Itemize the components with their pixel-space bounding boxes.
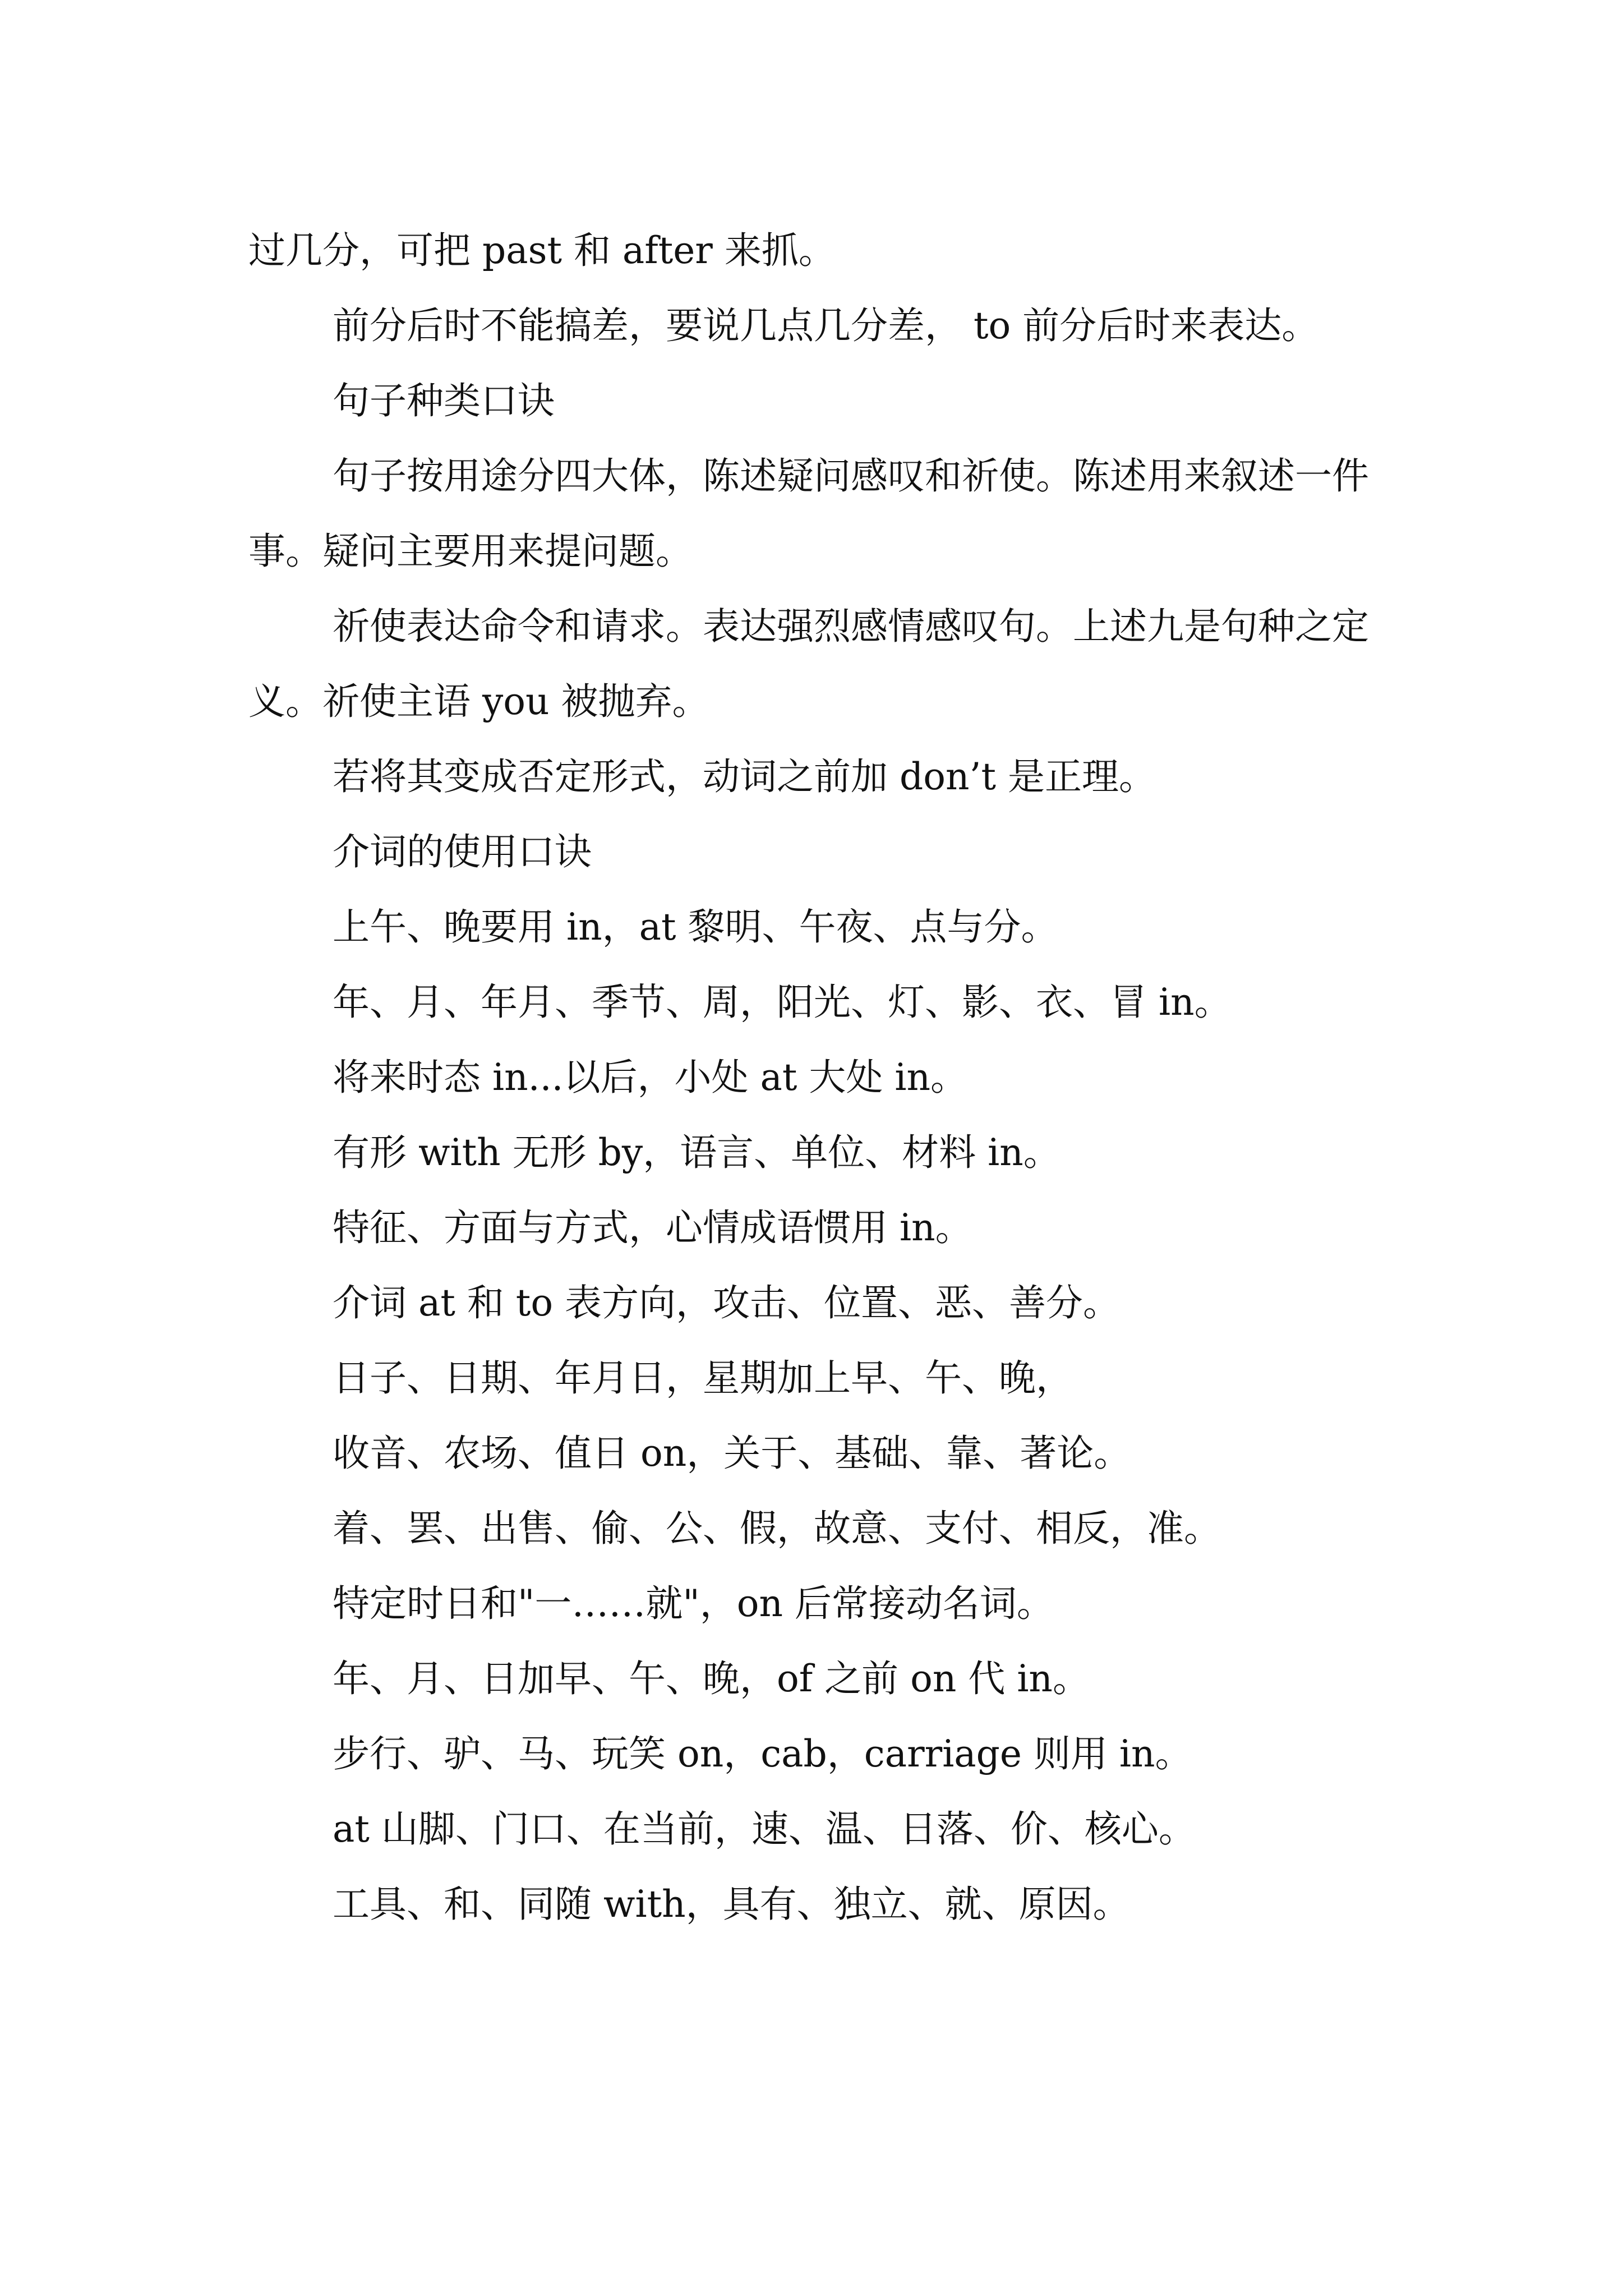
paragraph-17: 特定时日和"一……就"，on 后常接动名词。 [333, 1582, 1054, 1625]
paragraph-1: 过几分，可把 past 和 after 来抓。 [248, 229, 836, 272]
paragraph-13: 介词 at 和 to 表方向，攻击、位置、恶、善分。 [333, 1281, 1121, 1324]
paragraph-12: 特征、方面与方式，心情成语惯用 in。 [333, 1206, 972, 1249]
paragraph-6: 若将其变成否定形式，动词之前加 don’t 是正理。 [333, 755, 1156, 798]
document-body [248, 213, 1415, 1942]
paragraph-15: 收音、农场、值日 on，关于、基础、靠、著论。 [333, 1432, 1131, 1475]
paragraph-16: 着、罢、出售、偷、公、假，故意、支付、相反，准。 [333, 1507, 1221, 1550]
paragraph-20: at 山脚、门口、在当前，速、温、日落、价、核心。 [333, 1807, 1196, 1851]
paragraph-10: 将来时态 in...以后，小处 at 大处 in。 [333, 1056, 967, 1099]
paragraph-4: 句子按用途分四大体，陈述疑问感叹和祈使。陈述用来叙述一件事。疑问主要用来提问题。 [248, 454, 1369, 573]
paragraph-8: 上午、晚要用 in，at 黎明、午夜、点与分。 [333, 905, 1058, 949]
section-heading-sentence-types: 句子种类口诀 [333, 379, 555, 422]
paragraph-14: 日子、日期、年月日，星期加上早、午、晚， [333, 1356, 1073, 1400]
paragraph-2: 前分后时不能搞差，要说几点几分差， to 前分后时来表达。 [333, 304, 1319, 347]
paragraph-9: 年、月、年月、季节、周，阳光、灯、影、衣、冒 in。 [333, 981, 1232, 1024]
paragraph-5: 祈使表达命令和请求。表达强烈感情感叹句。上述九是句种之定义。祈使主语 you 被抛弃。 [248, 605, 1369, 723]
paragraph-11: 有形 with 无形 by，语言、单位、材料 in。 [333, 1131, 1061, 1174]
paragraph-21: 工具、和、同随 with，具有、独立、就、原因。 [333, 1883, 1130, 1926]
paragraph-18: 年、月、日加早、午、晚，of 之前 on 代 in。 [333, 1657, 1090, 1700]
section-heading-prepositions: 介词的使用口诀 [333, 830, 592, 873]
paragraph-19: 步行、驴、马、玩笑 on，cab，carriage 则用 in。 [333, 1732, 1192, 1775]
